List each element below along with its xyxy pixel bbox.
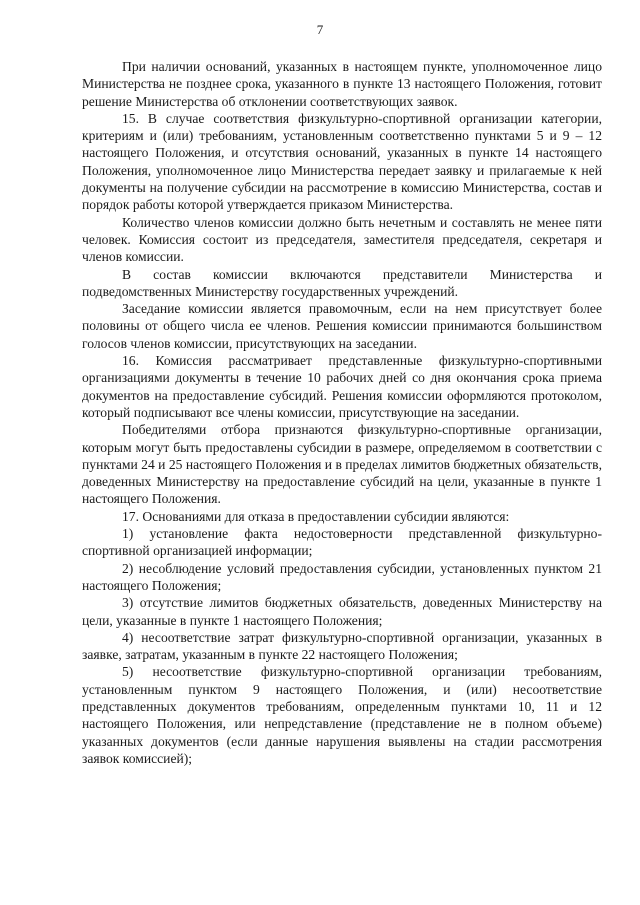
list-item-3: 3) отсутствие лимитов бюджетных обязательств, доведенных Министерству на цели, указанные в пункте 1 настоящего Положения; bbox=[82, 595, 602, 628]
paragraph-commission-size: Количество членов комиссии должно быть нечетным и составлять не менее пяти человек. Комиссия состоит из председателя, заместителя председателя, секретаря и членов комиссии. bbox=[82, 214, 602, 265]
paragraph-commission-quorum: Заседание комиссии является правомочным, если на нем присутствует более половины от общего числа ее членов. Решения комиссии принимаются большинством голосов членов комиссии, присутствующих на заседании. bbox=[82, 301, 602, 351]
list-item-4: 4) несоответствие затрат физкультурно-спортивной организации, указанных в заявке, затратам, указанным в пункте 22 настоящего Положения; bbox=[82, 629, 602, 663]
list-item-5: 5) несоответствие физкультурно-спортивной организации требованиям, установленным пунктом 9 настоящего Положения, и (или) несоответствие представленных документов требованиям, определенным пунктами 10, 11 и 12 настоящего Положения, или непредставление (представление не в полном объеме) указанных документов (если данные нарушения выявлены на стадии рассмотрения заявок комиссией); bbox=[82, 664, 602, 766]
paragraph-item-15: 15. В случае соответствия физкультурно-спортивной организации категории, критериям и (или) требованиям, установленным соответственно пунктами 5 и 9 – 12 настоящего Положения, и отсутствия оснований, указанных в пункте 14 настоящего Положения, уполномоченное лицо Министерства передает заявку и прилагаемые к ней документы на получение субсидии на рассмотрение в комиссию Министерства, состав и порядок работы которой утверждается приказом Министерства. bbox=[82, 110, 602, 213]
list-item-1: 1) установление факта недостоверности представленной физкультурно-спортивной организацией информации; bbox=[82, 526, 602, 559]
paragraph-winners: Победителями отбора признаются физкультурно-спортивные организации, которым могут быть предоставлены субсидии в размере, определяемом в соответствии с пунктами 24 и 25 настоящего Положения и в пределах лимитов бюджетных обязательств, доведенных Министерству на предоставление субсидий на цели, указанные в пункте 1 настоящего Положения. bbox=[82, 422, 602, 507]
paragraph-commission-composition: В состав комиссии включаются представители Министерства и подведомственных Министерству государственных учреждений. bbox=[82, 266, 602, 299]
list-item-2: 2) несоблюдение условий предоставления субсидии, установленных пунктом 21 настоящего Положения; bbox=[82, 560, 602, 593]
page-number: 7 bbox=[316, 22, 324, 37]
paragraph-item-16: 16. Комиссия рассматривает представленные физкультурно-спортивными организациями документы в течение 10 рабочих дней со дня окончания срока приема документов на предоставление субсидий. Решения комиссии оформляются протоколом, который подписывают все члены комиссии, присутствующие на заседании. bbox=[82, 353, 602, 420]
document-body bbox=[82, 58, 602, 767]
paragraph-item-17: 17. Основаниями для отказа в предоставлении субсидии являются: bbox=[122, 508, 510, 524]
paragraph-rejection-note: При наличии оснований, указанных в настоящем пункте, уполномоченное лицо Министерства не позднее срока, указанного в пункте 13 настоящего Положения, готовит решение Министерства об отклонении соответствующих заявок. bbox=[82, 59, 602, 109]
